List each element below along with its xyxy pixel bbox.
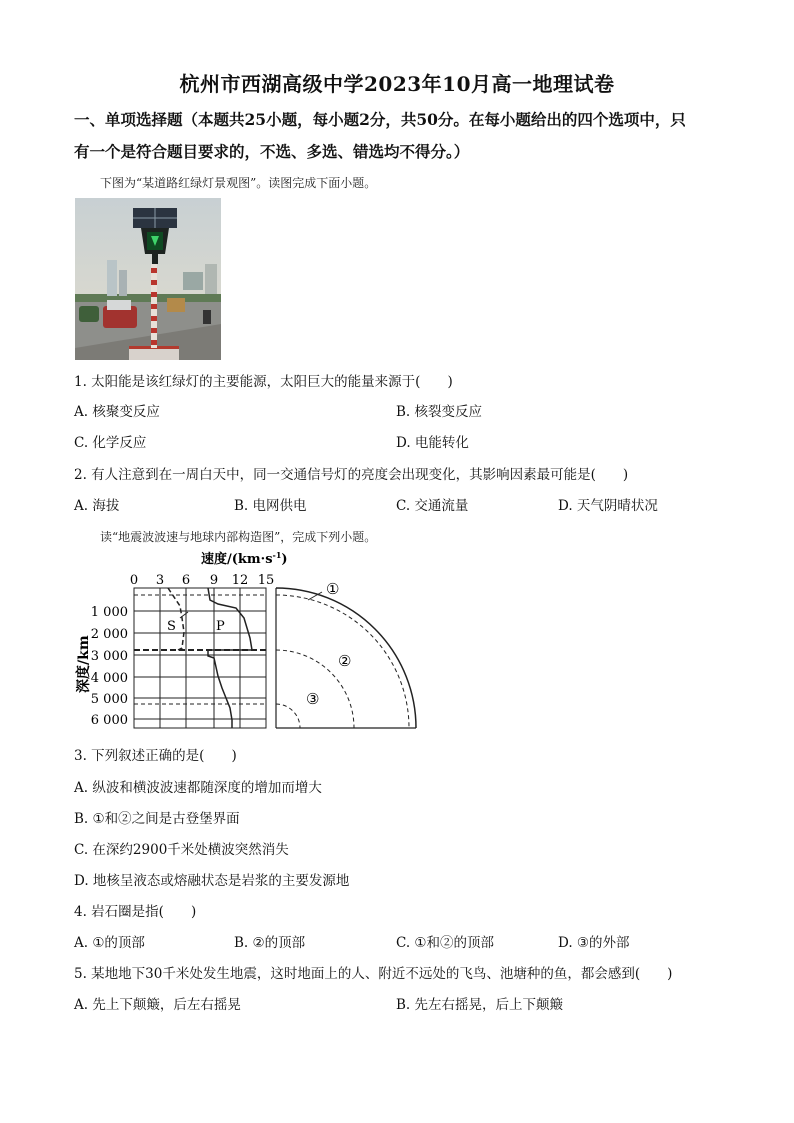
traffic-light-photo [75, 198, 221, 360]
depth-axis-label: 深度/km [76, 635, 92, 693]
q1-option-d[interactable]: D. 电能转化 [396, 435, 469, 451]
x-tick-6: 6 [181, 573, 191, 588]
q3-option-d[interactable]: D. 地核呈液态或熔融状态是岩浆的主要发源地 [74, 873, 350, 889]
q2-option-b[interactable]: B. 电网供电 [234, 498, 307, 514]
question-2-stem: 2. 有人注意到在一周白天中，同一交通信号灯的亮度会出现变化，其影响因素最可能是( ) [74, 467, 629, 483]
layer-3-label: ③ [306, 690, 320, 708]
depth-tick-4000: 4 000 [90, 671, 128, 686]
speed-axis-label: 速度$/(km\cdot s^{-1})$ [201, 550, 288, 567]
q3-option-c[interactable]: C. 在深约2900千米处横波突然消失 [74, 842, 289, 858]
seismic-wave-diagram [68, 548, 428, 738]
p-wave-label: P [216, 619, 225, 634]
question-3-stem: 3. 下列叙述正确的是( ) [74, 748, 237, 764]
x-tick-9: 9 [209, 573, 219, 588]
page-title: 杭州市西湖高级中学2023年10月高一地理试卷 [179, 72, 615, 96]
depth-tick-1000: 1 000 [90, 605, 128, 620]
layer-1-label: ① [326, 580, 340, 598]
q5-option-a[interactable]: A. 先上下颠簸，后左右摇晃 [74, 997, 241, 1013]
depth-tick-5000: 5 000 [90, 692, 128, 707]
depth-tick-6000: 6 000 [90, 713, 128, 728]
layer-2-label: ② [338, 652, 352, 670]
group1-intro: 下图为“某道路红绿灯景观图”。读图完成下面小题。 [100, 176, 377, 190]
q4-option-c[interactable]: C. ①和②的顶部 [396, 935, 495, 951]
question-1-stem: 1. 太阳能是该红绿灯的主要能源，太阳巨大的能量来源于( ) [74, 374, 453, 390]
section-heading-line2: 有一个是符合题目要求的，不选、多选、错选均不得分。） [74, 142, 470, 161]
x-tick-0: 0 [129, 573, 139, 588]
q2-option-a[interactable]: A. 海拔 [74, 498, 120, 514]
q3-option-a[interactable]: A. 纵波和横波波速都随深度的增加而增大 [74, 780, 322, 796]
q1-option-b[interactable]: B. 核裂变反应 [396, 404, 483, 420]
section-heading-line1: 一、单项选择题（本题共25小题，每小题2分，共50分。在每小题给出的四个选项中，只 [74, 110, 686, 129]
q1-option-c[interactable]: C. 化学反应 [74, 435, 147, 451]
depth-tick-2000: 2 000 [90, 627, 128, 642]
q1-option-a[interactable]: A. 核聚变反应 [74, 404, 160, 420]
group2-intro: 读“地震波波速与地球内部构造图”，完成下列小题。 [100, 530, 377, 544]
x-tick-3: 3 [155, 573, 165, 588]
question-4-stem: 4. 岩石圈是指( ) [74, 904, 197, 920]
q2-option-c[interactable]: C. 交通流量 [396, 498, 469, 514]
q4-option-a[interactable]: A. ①的顶部 [74, 935, 145, 951]
p-wave-curve [208, 588, 252, 728]
q3-option-b[interactable]: B. ①和②之间是古登堡界面 [74, 811, 240, 827]
q2-option-d[interactable]: D. 天气阴晴状况 [558, 498, 658, 514]
depth-tick-3000: 3 000 [90, 649, 128, 664]
q4-option-b[interactable]: B. ②的顶部 [234, 935, 306, 951]
x-tick-15: 15 [257, 573, 275, 588]
s-wave-label: S [167, 619, 176, 634]
q5-option-b[interactable]: B. 先左右摇晃，后上下颠簸 [396, 997, 564, 1013]
q4-option-d[interactable]: D. ③的外部 [558, 935, 630, 951]
x-tick-12: 12 [231, 573, 249, 588]
question-5-stem: 5. 某地地下30千米处发生地震，这时地面上的人、附近不远处的飞鸟、池塘种的鱼，都会感到( ) [74, 966, 673, 982]
